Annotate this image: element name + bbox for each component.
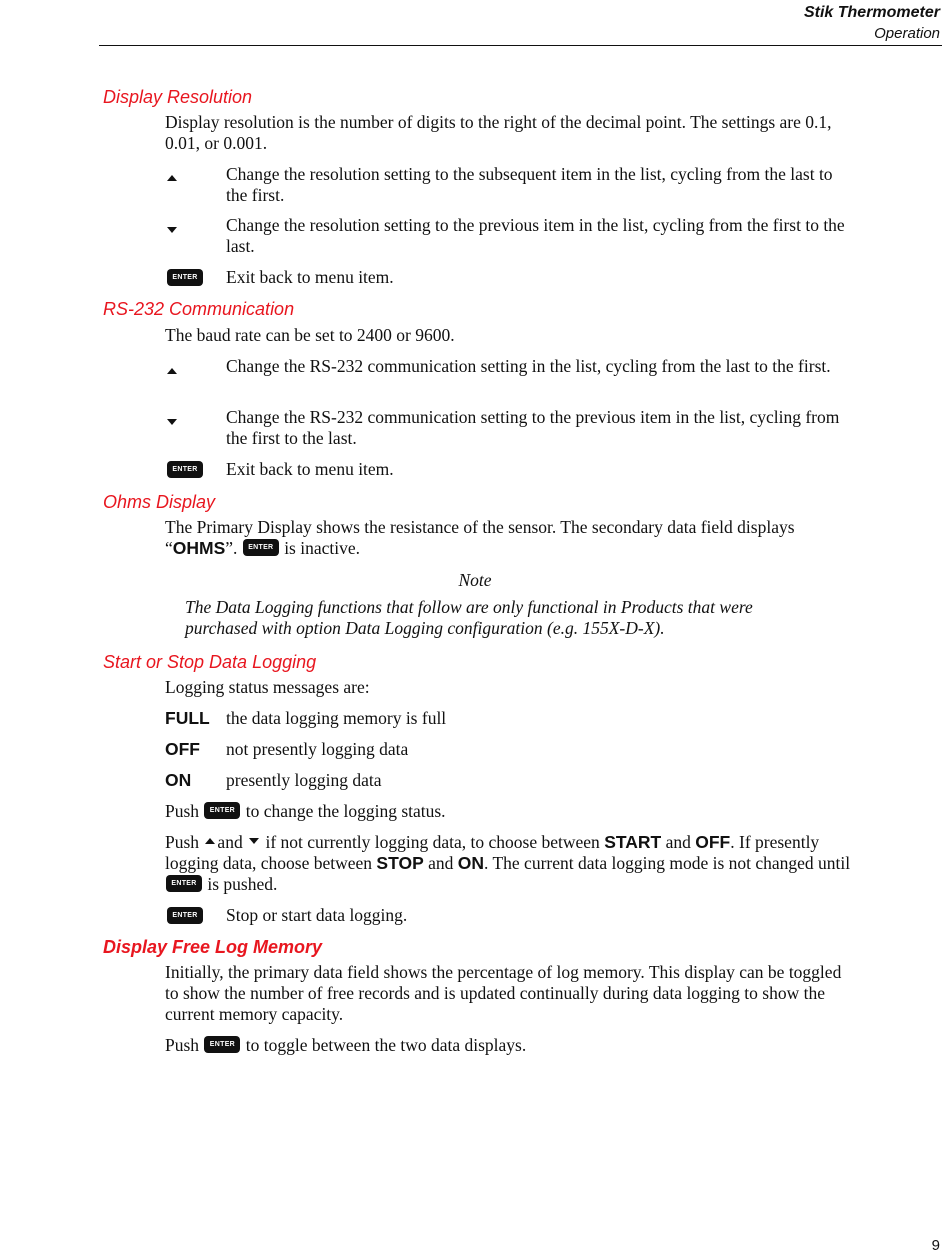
up-arrow-icon: [167, 168, 177, 186]
status-code-full: FULL: [165, 708, 210, 728]
status-code-on: ON: [165, 770, 192, 790]
ohms-label: OHMS: [172, 538, 226, 558]
down-arrow-icon: [249, 838, 259, 844]
enter-key-icon: ENTER: [167, 906, 203, 924]
heading-ohms-display: Ohms Display: [103, 492, 216, 512]
resolution-up-text: Change the resolution setting to the subsequent item in the list, cycling from the last to the first.: [226, 164, 833, 205]
heading-data-logging: Start or Stop Data Logging: [103, 652, 317, 672]
resolution-enter-text: Exit back to menu item.: [226, 267, 394, 287]
rs232-enter-text: Exit back to menu item.: [226, 459, 394, 479]
page-number: 9: [931, 1237, 940, 1254]
rs232-down-text: Change the RS-232 communication setting to the previous item in the list, cycling from the first to the last.: [226, 407, 840, 448]
header-rule: [99, 45, 942, 46]
down-arrow-icon: [167, 220, 177, 238]
enter-key-icon: ENTER: [204, 1036, 240, 1053]
heading-rs232: RS-232 Communication: [103, 299, 295, 319]
heading-display-resolution: Display Resolution: [103, 87, 253, 107]
resolution-down-text: Change the resolution setting to the previous item in the list, cycling from the first to the last.: [226, 215, 845, 256]
data-logging-intro: Logging status messages are:: [165, 677, 370, 697]
rs232-intro: The baud rate can be set to 2400 or 9600.: [165, 325, 455, 345]
push-enter-toggle-display: Push ENTER to toggle between the two data displays.: [165, 1035, 527, 1055]
rs232-up-text: Change the RS-232 communication setting in the list, cycling from the last to the first.: [226, 356, 831, 376]
note-title: Note: [458, 570, 492, 590]
enter-key-icon: ENTER: [167, 268, 203, 286]
status-code-off: OFF: [165, 739, 200, 759]
down-arrow-icon: [167, 412, 177, 430]
push-enter-logging-status: Push ENTER to change the logging status.: [165, 801, 446, 821]
enter-key-icon: ENTER: [167, 460, 203, 478]
heading-free-log-memory: Display Free Log Memory: [103, 937, 323, 957]
ohms-display-text: The Primary Display shows the resistance of the sensor. The secondary data field displays “OHMS”. ENTER is inactive.: [165, 517, 795, 558]
up-arrow-icon: [205, 838, 215, 844]
data-logging-enter-text: Stop or start data logging.: [226, 905, 408, 925]
status-desc-full: the data logging memory is full: [226, 708, 447, 728]
section-name: Operation: [874, 25, 940, 42]
free-log-intro: Initially, the primary data field shows the percentage of log memory. This display can be toggled to show the number of free records and is updated continually during data logging to show the current memory capacity.: [165, 962, 842, 1024]
note-text: The Data Logging functions that follow are only functional in Products that were purchased with option Data Logging configuration (e.g. 155X-D-X).: [185, 597, 753, 638]
status-desc-on: presently logging data: [226, 770, 382, 790]
status-desc-off: not presently logging data: [226, 739, 409, 759]
choose-logging-mode-text: Push and if not currently logging data, to choose between START and OFF. If presently logging data, choose between STOP and ON. The current data logging mode is not changed until ENTER is pushed.: [165, 832, 851, 894]
enter-key-icon: ENTER: [166, 875, 202, 892]
display-resolution-intro: Display resolution is the number of digits to the right of the decimal point. The settings are 0.1, 0.01, or 0.001.: [165, 112, 832, 153]
up-arrow-icon: [167, 361, 177, 379]
enter-key-icon: ENTER: [243, 539, 279, 556]
document-title: Stik Thermometer: [803, 4, 940, 21]
enter-key-icon: ENTER: [204, 802, 240, 819]
